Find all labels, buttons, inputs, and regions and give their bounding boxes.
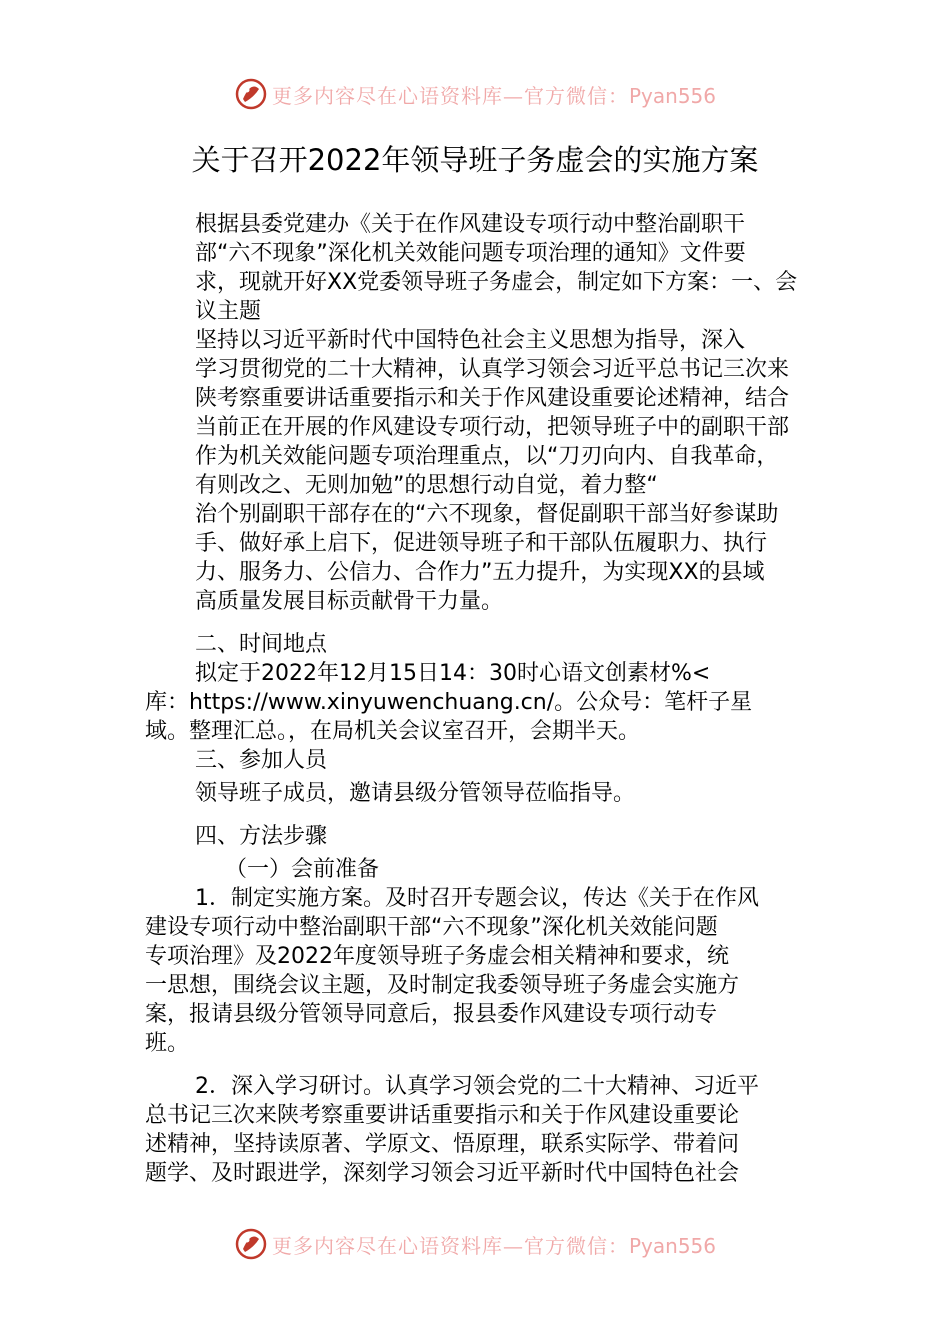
watermark-text: 更多内容尽在心语资料库—官方微信：Pyan556	[271, 1233, 716, 1258]
wechat-id: Pyan556	[628, 83, 716, 108]
text-line: 拟定于2022年12月15日14：30时心语文创素材%<	[195, 661, 711, 686]
brand-logo-icon	[234, 77, 268, 111]
text-line: 求，现就开好XX党委领导班子务虚会，制定如下方案：一、会	[195, 270, 798, 295]
text-line: 治个别副职干部存在的“六不现象，督促副职干部当好参谋助	[195, 502, 779, 527]
time-paragraph	[145, 659, 807, 746]
text-line: 述精神，坚持读原著、学原文、悟原理，联系实际学、带着问	[145, 1132, 740, 1157]
brand-logo-icon	[234, 1227, 268, 1261]
document-title: 关于召开2022年领导班子务虚会的实施方案	[191, 143, 759, 177]
wechat-id: Pyan556	[628, 1233, 716, 1258]
text-line: 学习贯彻党的二十大精神，认真学习领会习近平总书记三次来	[195, 357, 790, 382]
text-line: 陕考察重要讲话重要指示和关于作风建设重要论述精神，结合	[195, 386, 790, 411]
text-line: 班。	[145, 1031, 190, 1056]
section-time-heading: 二、时间地点	[195, 632, 328, 657]
text-line: 一思想，围绕会议主题，及时制定我委领导班子务虚会实施方	[145, 973, 740, 998]
theme-paragraph	[145, 326, 807, 616]
text-line: 力、服务力、公信力、合作力”五力提升，为实现XX的县域	[195, 560, 765, 585]
text-line: 部“六不现象”深化机关效能问题专项治理的通知》文件要	[195, 241, 746, 266]
text-line: 域。整理汇总。，在局机关会议室召开，会期半天。	[145, 719, 641, 744]
text-line: 库：https://www.xinyuwenchuang.cn/。公众号：笔杆子星	[145, 690, 753, 715]
text-line: 高质量发展目标贡献骨干力量。	[195, 589, 504, 614]
text-line: 题学、及时跟进学，深刻学习领会习近平新时代中国特色社会	[145, 1161, 740, 1186]
text-line: 案，报请县级分管领导同意后，报县委作风建设专项行动专	[145, 1002, 718, 1027]
step2-paragraph	[145, 1072, 807, 1188]
watermark-text: 更多内容尽在心语资料库—官方微信：Pyan556	[271, 83, 716, 108]
document-body	[145, 210, 807, 1188]
footer-watermark	[0, 1224, 950, 1264]
text-line: 2．深入学习研讨。认真学习领会党的二十大精神、习近平	[195, 1074, 759, 1099]
text-line: 1．制定实施方案。及时召开专题会议，传达《关于在作风	[195, 886, 759, 911]
intro-paragraph	[145, 210, 807, 326]
subsection-prep-heading: （一）会前准备	[225, 857, 380, 882]
text-line: 专项治理》及2022年度领导班子务虚会相关精神和要求，统	[145, 944, 729, 969]
participants-paragraph: 领导班子成员，邀请县级分管领导莅临指导。	[195, 781, 636, 806]
step1-paragraph	[145, 884, 807, 1058]
section-participants-heading: 三、参加人员	[195, 748, 328, 773]
text-line: 当前正在开展的作风建设专项行动，把领导班子中的副职干部	[195, 415, 790, 440]
text-line: 议主题	[195, 299, 262, 324]
text-line: 坚持以习近平新时代中国特色社会主义思想为指导，深入	[195, 328, 746, 353]
text-line: 手、做好承上启下，促进领导班子和干部队伍履职力、执行	[195, 531, 768, 556]
text-line: 总书记三次来陕考察重要讲话重要指示和关于作风建设重要论	[145, 1103, 740, 1128]
text-line: 有则改之、无则加勉”的思想行动自觉，着力整“	[195, 473, 658, 498]
header-watermark	[0, 74, 950, 114]
text-line: 作为机关效能问题专项治理重点，以“刀刃向内、自我革命，	[195, 444, 779, 469]
text-line: 建设专项行动中整治副职干部“六不现象”深化机关效能问题	[145, 915, 718, 940]
section-method-heading: 四、方法步骤	[195, 824, 328, 849]
text-line: 根据县委党建办《关于在作风建设专项行动中整治副职干	[195, 212, 746, 237]
